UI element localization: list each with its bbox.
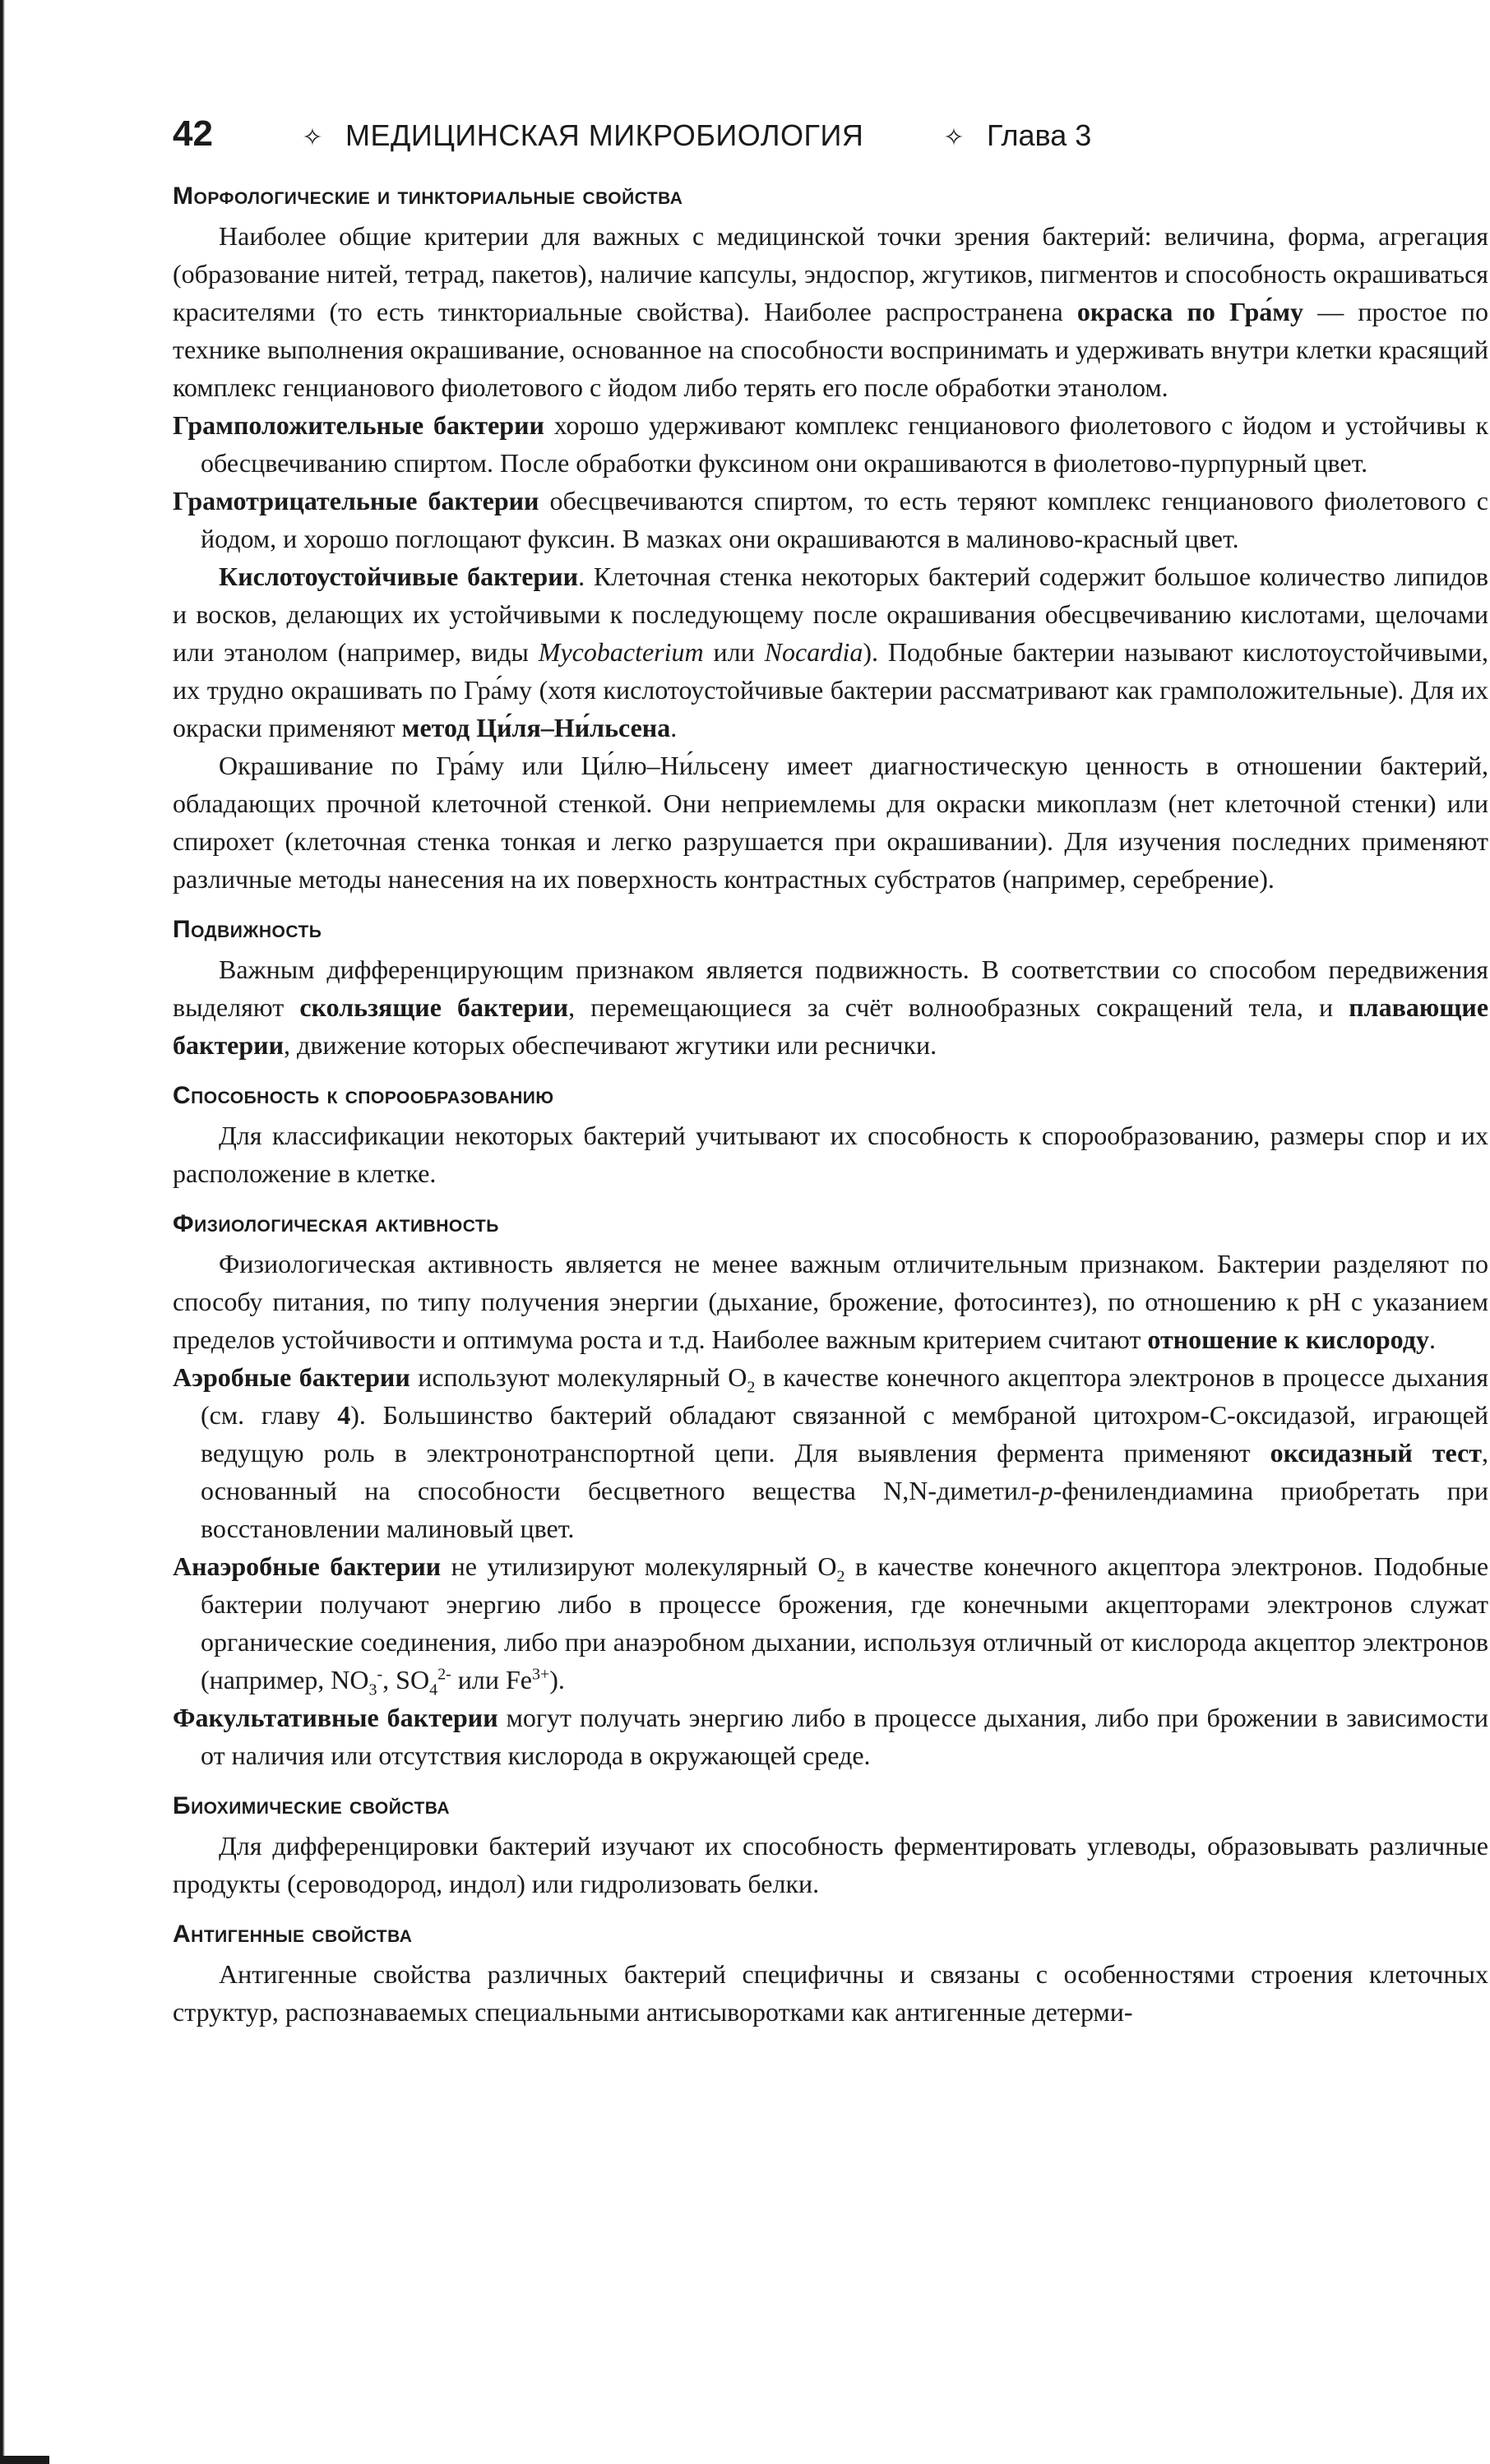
paragraph: Наиболее общие критерии для важных с медицинской точки зрения бактерий: величина, форма, агрегация (образование нитей, тетрад, пакетов), наличие капсулы, эндоспор, жгутиков, пигментов и способность окрашиваться красителями (то есть тинкториальные свойства). Наиболее распространена окраска по Гра́му — простое по технике выполнения окрашивание, основанное на способности воспринимать и удерживать внутри клетки красящий комплекс генцианового фиолетового с йодом либо терять его после обработки этанолом. — [173, 221, 1489, 402]
page-number: 42 — [173, 113, 213, 154]
paragraph: Физиологическая активность является не менее важным отличительным признаком. Бактерии разделяют по способу питания, по типу получения энергии (дыхание, брожение, фотосинтез), по отношению к pH с указанием пределов устойчивости и оптимума роста и т.д. Наиболее важным критерием считают отношение к кислороду. — [173, 1249, 1488, 1354]
page — [173, 115, 1488, 2031]
definition-anaerobic: Анаэробные бактерии не утилизируют молекулярный $O_2$ в качестве конечного акцептора электронов. Подобные бактерии получают энергию либо в процессе брожения, где конечными акцепторами электронов служат органические соединения, либо при анаэробном дыхании, используя отличный от кислорода акцептор электронов (например, $NO_3^-$, $SO_4^{2-}$ или $Fe^{3+}$). — [173, 1551, 1489, 1699]
paragraph: Окрашивание по Гра́му или Ци́лю–Ни́льсену имеет диагностическую ценность в отношении бактерий, обладающих прочной клеточной стенкой. Они неприемлемы для окраски микоплазм (нет клеточной стенки) или спирохет (клеточная стенка тонкая и легко разрушается при окрашивании). Для изучения последних применяют различные методы нанесения на их поверхность контрастных субстратов (например, серебрение). — [173, 751, 1488, 894]
section-heading-sporulation: Способность к спорообразованию — [173, 1082, 554, 1109]
running-head — [173, 115, 1488, 164]
chapter-label: Глава 3 — [987, 118, 1092, 152]
section-heading-antigenic: Антигенные свойства — [173, 1921, 413, 1948]
section-heading-physiology: Физиологическая активность — [173, 1210, 499, 1237]
paragraph: Важным дифференцирующим признаком является подвижность. В соответствии со способом передвижения выделяют скользящие бактерии, перемещающиеся за счёт волнообразных сокращений тела, и плавающие бактерии, движение которых обеспечивают жгутики или реснички. — [173, 955, 1489, 1060]
paragraph: Для дифференцировки бактерий изучают их способность ферментировать углеводы, образовывать различные продукты (сероводород, индол) или гидролизовать белки. — [173, 1831, 1488, 1898]
paragraph-acid-fast: Кислотоустойчивые бактерии. Клеточная стенка некоторых бактерий содержит большое количество липидов и восков, делающих их устойчивыми к последующему после окрашивания обесцвечиванию кислотами, щелочами или этанолом (например, виды Mycobacterium или Nocardia). Подобные бактерии называют кислотоустойчивыми, их трудно окрашивать по Гра́му (хотя кислотоустойчивые бактерии рассматривают как грамположительные). Для их окраски применяют метод Ци́ля–Ни́льсена. — [173, 562, 1489, 742]
paragraph: Антигенные свойства различных бактерий специфичны и связаны с особенностями строения клеточных структур, распознаваемых специальными антисыворотками как антигенные детерми- — [173, 1959, 1488, 2027]
ornament-icon: ✧ — [302, 124, 323, 151]
section-heading-biochemical: Биохимические свойства — [173, 1792, 451, 1819]
definition-facultative: Факультативные бактерии могут получать энергию либо в процессе дыхания, либо при брожении в зависимости от наличия или отсутствия кислорода в окружающей среде. — [173, 1703, 1489, 1770]
scan-edge-bottom — [0, 2456, 49, 2464]
paragraph: Для классификации некоторых бактерий учитывают их способность к спорообразованию, размеры спор и их расположение в клетке. — [173, 1121, 1488, 1188]
definition-aerobic: Аэробные бактерии используют молекулярный $O_2$ в качестве конечного акцептора электронов в процессе дыхания (см. главу 4). Большинство бактерий обладают связанной с мембраной цитохром-С-оксидазой, играющей ведущую роль в электронотранспортной цепи. Для выявления фермента применяют оксидазный тест, основанный на способности бесцветного вещества N,N-диметил-p-фенилендиамина приобретать при восстановлении малиновый цвет. — [173, 1362, 1489, 1543]
book-title: МЕДИЦИНСКАЯ МИКРОБИОЛОГИЯ — [345, 118, 864, 152]
definition-gram-positive: Грамположительные бактерии хорошо удерживают комплекс генцианового фиолетового с йодом и устойчивы к обесцвечиванию спиртом. После обработки фуксином они окрашиваются в фиолетово-пурпурный цвет. — [173, 410, 1489, 478]
section-heading-morphology: Морфологические и тинкториальные свойства — [173, 183, 683, 210]
section-heading-motility: Подвижность — [173, 916, 322, 943]
ornament-icon: ✧ — [943, 124, 965, 151]
scan-edge-left — [0, 0, 5, 2464]
definition-gram-negative: Грамотрицательные бактерии обесцвечиваются спиртом, то есть теряют комплекс генцианового фиолетового с йодом, и хорошо поглощают фуксин. В мазках они окрашиваются в малиново-красный цвет. — [173, 486, 1489, 553]
